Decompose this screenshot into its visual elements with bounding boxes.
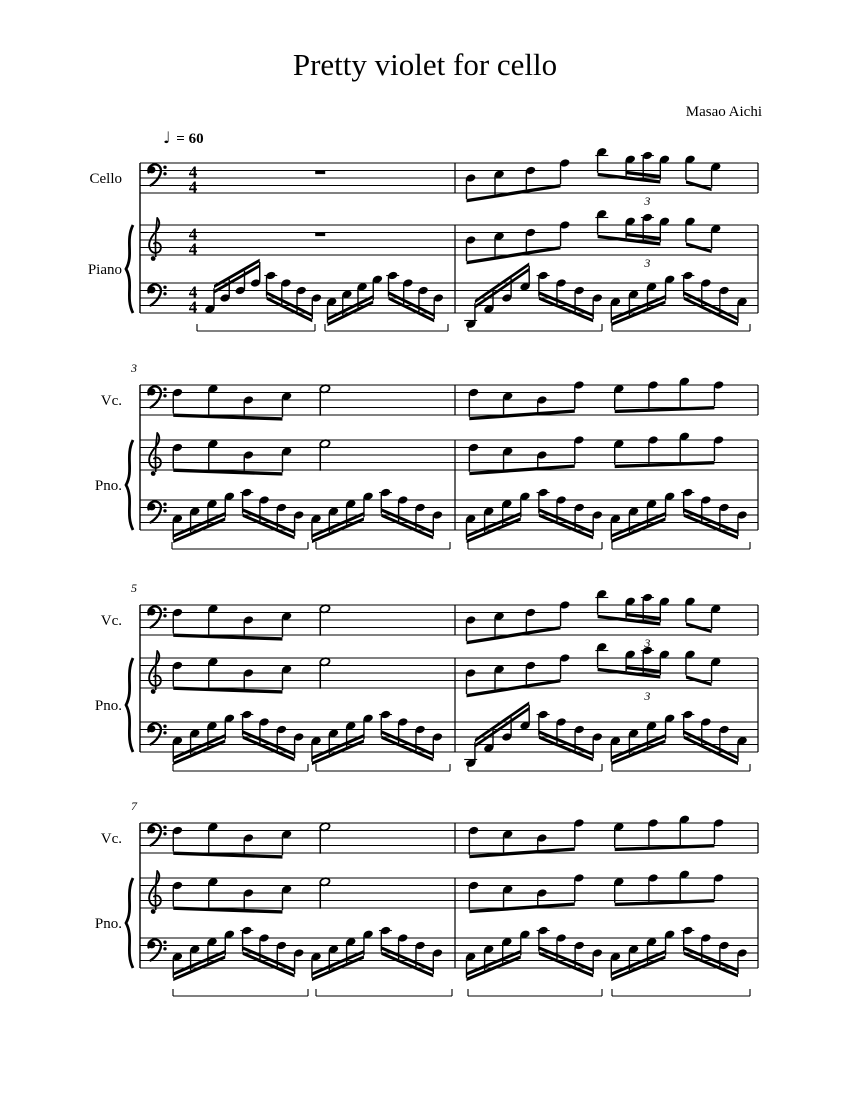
staff-label: Pno. [94, 916, 122, 932]
measure-figure [468, 814, 724, 858]
staff-label: Vc. [100, 393, 122, 409]
staff-label: Pno. [94, 698, 122, 714]
staff-label: Piano [87, 262, 122, 278]
system-2 [95, 361, 758, 549]
measure-number: 3 [131, 361, 137, 375]
phrase-bracket [173, 989, 308, 996]
measure-figure [464, 701, 748, 768]
measure-figure [465, 642, 721, 697]
phrase-bracket [612, 542, 750, 549]
phrase-bracket [468, 542, 602, 549]
whole-rest [315, 233, 325, 237]
measure-figure [315, 171, 325, 175]
staff-cello [140, 163, 758, 193]
measure-figure [465, 209, 721, 264]
score-title: Pretty violet for cello [292, 47, 558, 82]
phrase-bracket [173, 764, 308, 771]
tuplet-number: 3 [644, 636, 651, 650]
tempo-quarter-note-icon: ♩ [163, 128, 171, 147]
phrase-bracket [612, 324, 750, 331]
staff-piano-right [140, 658, 758, 688]
system-4 [95, 799, 758, 996]
phrase-bracket [316, 989, 452, 996]
measure-figure [468, 376, 724, 420]
time-signature-top: 4 [188, 224, 198, 244]
phrase-bracket [316, 764, 450, 771]
time-signature-bottom: 4 [188, 177, 198, 197]
tempo-value: = 60 [176, 131, 204, 147]
phrase-bracket [197, 324, 315, 331]
phrase-bracket [316, 542, 450, 549]
measure-figure [464, 262, 748, 329]
measure-figure [465, 589, 721, 644]
measure-figure [465, 147, 721, 202]
time-signature-bottom: 4 [188, 239, 198, 259]
time-signature-top: 4 [188, 282, 198, 302]
measure-figure [468, 431, 724, 475]
tempo-marking [163, 128, 204, 148]
staff-label: Cello [89, 171, 122, 187]
phrase-bracket [612, 989, 750, 996]
staff-label: Pno. [94, 478, 122, 494]
measure-number: 5 [131, 581, 137, 595]
staff-cello [140, 605, 758, 635]
time-signature-top: 4 [188, 162, 198, 182]
tuplet-number: 3 [644, 689, 651, 703]
tuplet-number: 3 [644, 256, 651, 270]
measure-number: 7 [131, 799, 137, 813]
staff-label: Vc. [100, 613, 122, 629]
phrase-bracket [172, 542, 308, 549]
phrase-bracket [468, 989, 602, 996]
system-3 [95, 581, 758, 771]
time-signature-bottom: 4 [188, 297, 198, 317]
composer-name: Masao Aichi [685, 104, 762, 120]
measure-figure [204, 259, 444, 327]
phrase-bracket [468, 764, 602, 771]
staff-piano-right [140, 225, 758, 255]
measure-figure [468, 869, 724, 913]
whole-rest [315, 171, 325, 175]
staff-label: Vc. [100, 831, 122, 847]
phrase-bracket [325, 324, 448, 331]
phrase-bracket [612, 764, 750, 771]
system-1 [88, 147, 758, 331]
measure-figure [315, 233, 325, 237]
tuplet-number: 3 [644, 194, 651, 208]
phrase-bracket [468, 324, 602, 331]
